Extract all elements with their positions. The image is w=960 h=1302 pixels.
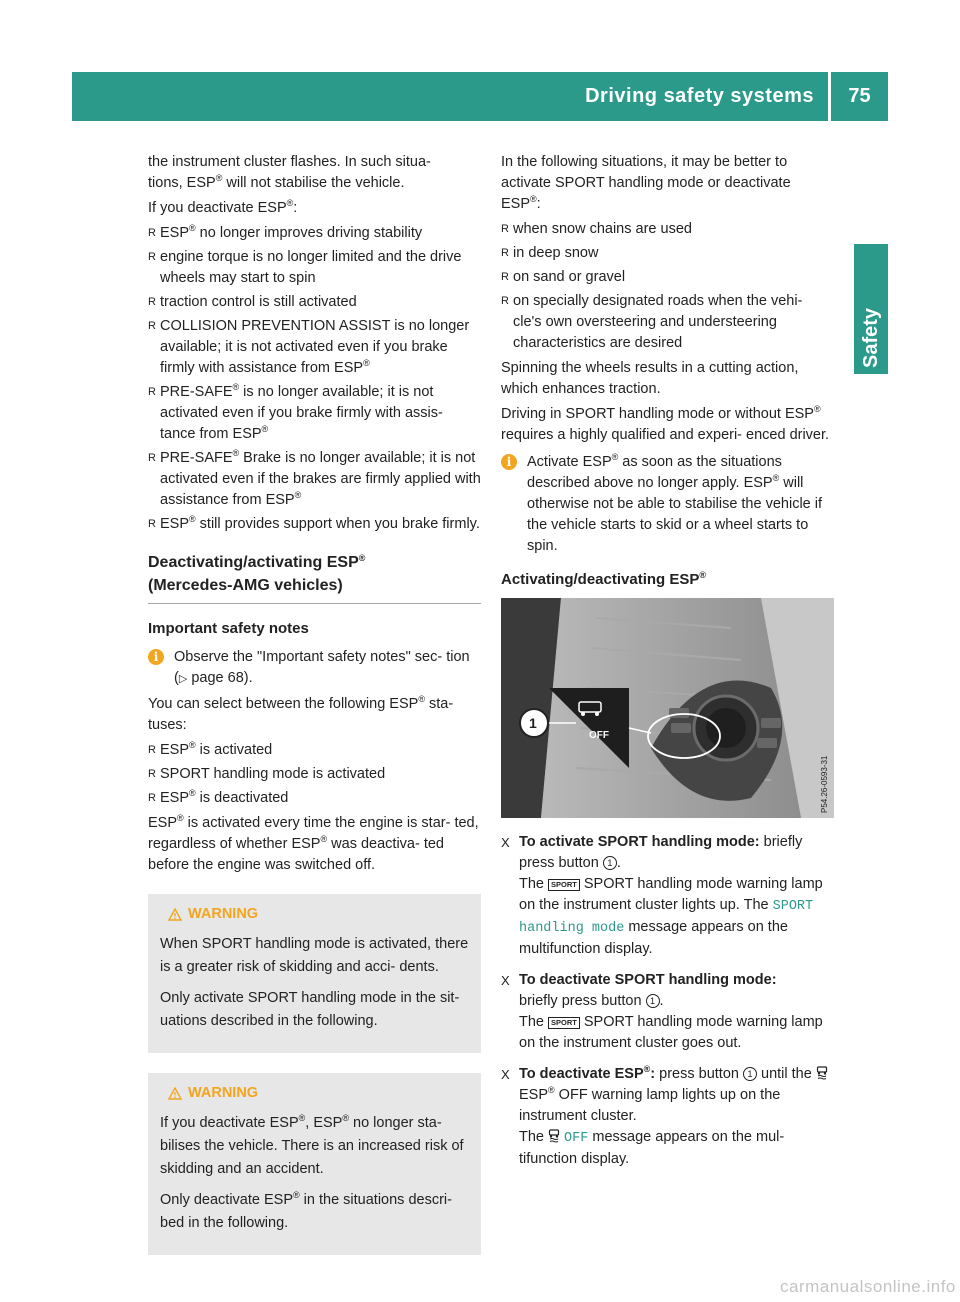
step-arrow-icon: X bbox=[501, 835, 510, 850]
paragraph: Spinning the wheels results in a cutting action, which enhances traction. bbox=[501, 360, 799, 397]
step-arrow-icon: X bbox=[501, 973, 510, 988]
list-item: R ESP® is deactivated bbox=[148, 788, 481, 809]
paragraph: In the following situations, it may be better to activate SPORT handling mode or deactivate ESP®: bbox=[501, 154, 791, 212]
display-message: OFF bbox=[564, 1131, 589, 1146]
paragraph: You can select between the following ESP® sta- tuses: bbox=[148, 694, 454, 733]
esp-off-lamp-icon bbox=[816, 1066, 828, 1080]
instruction-step: X To deactivate SPORT handling mode: briefly press button 1 . The SPORT SPORT handling mode warning lamp on the instrument cluster goes out. bbox=[501, 972, 823, 1051]
sport-lamp-icon: SPORT bbox=[548, 1017, 580, 1029]
paragraph: Driving in SPORT handling mode or without ESP® requires a highly qualified and experi- enced driver. bbox=[501, 404, 830, 443]
chapter-tab bbox=[854, 244, 888, 374]
chapter-tab-label: Safety bbox=[860, 307, 882, 368]
subsection-heading: Activating/deactivating ESP® bbox=[501, 570, 707, 588]
info-note: i Activate ESP® as soon as the situations described above no longer apply. ESP® will otherwise not be able to stabilise the vehicle if the vehicle starts to skid or a wheel starts to spin. bbox=[501, 452, 834, 557]
figure-callout-1: 1 bbox=[529, 715, 537, 731]
right-column bbox=[501, 152, 834, 1180]
info-icon: i bbox=[501, 454, 517, 470]
instruction-step: X To activate SPORT handling mode: briefly press button 1 . The SPORT SPORT handling mode warning lamp on the instrument cluster lights up. The SPORT handling mode message appears on the multifunction display. bbox=[501, 834, 823, 957]
figure-off-label: OFF bbox=[589, 730, 609, 741]
button-1-icon: 1 bbox=[743, 1067, 757, 1081]
list-item: R traction control is still activated bbox=[148, 292, 481, 313]
figure-code: P54.26-0593-31 bbox=[820, 755, 829, 813]
list-item: R COLLISION PREVENTION ASSIST is no longer available; it is not activated even if you brake firmly with assistance from ESP® bbox=[148, 316, 481, 379]
list-item: R SPORT handling mode is activated bbox=[148, 764, 481, 785]
paragraph: ESP® is activated every time the engine is star- ted, regardless of whether ESP® was deactiva- ted before the engine was switched off. bbox=[148, 813, 479, 873]
button-1-icon: 1 bbox=[646, 994, 660, 1008]
section-title: Driving safety systems bbox=[585, 85, 814, 107]
center-console-figure bbox=[501, 598, 834, 818]
paragraph: the instrument cluster flashes. In such situa- tions, ESP® will not stabilise the vehicle. bbox=[148, 154, 431, 191]
page-header bbox=[72, 72, 888, 121]
step-arrow-icon: X bbox=[501, 1067, 510, 1082]
status-list bbox=[148, 740, 481, 809]
paragraph: If you deactivate ESP®: bbox=[148, 198, 298, 216]
warning-text: Only activate SPORT handling mode in the sit- uations described in the following. bbox=[160, 990, 460, 1029]
warning-text: If you deactivate ESP®, ESP® no longer sta- bilises the vehicle. There is an increased risk of skidding and an accident. bbox=[160, 1113, 464, 1177]
esp-off-lamp-icon bbox=[548, 1129, 560, 1143]
warning-text: When SPORT handling mode is activated, there is a greater risk of skidding and acci- dents. bbox=[160, 936, 469, 975]
warning-box bbox=[148, 894, 481, 1053]
info-icon: i bbox=[148, 649, 164, 665]
section-heading-line2: (Mercedes-AMG vehicles) bbox=[148, 574, 481, 604]
display-message: SPORT handling mode bbox=[519, 899, 814, 936]
info-note: i Observe the "Important safety notes" sec- tion (▷ page 68). bbox=[148, 647, 481, 690]
instruction-step: X To deactivate ESP®: press button 1 until the ESP® OFF warning lamp lights up on the instrument cluster. The OFF message appears on the mul- tifunction display. bbox=[501, 1064, 834, 1170]
list-item: R PRE-SAFE® Brake is no longer available; it is not activated even if the brakes are firmly applied with assistance from ESP® bbox=[148, 448, 481, 511]
page-number: 75 bbox=[848, 85, 871, 107]
warning-triangle-icon bbox=[168, 908, 182, 921]
page-ref-arrow-icon: ▷ bbox=[178, 673, 188, 685]
warning-box bbox=[148, 1073, 481, 1255]
left-column bbox=[148, 152, 481, 1255]
section-heading: Deactivating/activating ESP® bbox=[148, 553, 366, 571]
warning-title: WARNING bbox=[160, 1083, 469, 1104]
bullet-list bbox=[501, 219, 834, 354]
subsection-heading: Important safety notes bbox=[148, 620, 309, 637]
list-item: R in deep snow bbox=[501, 243, 834, 264]
list-item: R ESP® still provides support when you brake firmly. bbox=[148, 514, 481, 535]
warning-triangle-icon bbox=[168, 1087, 182, 1100]
list-item: R ESP® is activated bbox=[148, 740, 481, 761]
list-item: R PRE-SAFE® is no longer available; it is not activated even if you brake firmly with assis- tance from ESP® bbox=[148, 382, 481, 445]
list-item: R when snow chains are used bbox=[501, 219, 834, 240]
bullet-list bbox=[148, 223, 481, 535]
warning-text: Only deactivate ESP® in the situations descri- bed in the following. bbox=[160, 1190, 452, 1231]
warning-title: WARNING bbox=[160, 904, 469, 925]
list-item: R ESP® no longer improves driving stability bbox=[148, 223, 481, 244]
list-item: R on sand or gravel bbox=[501, 267, 834, 288]
center-console-image bbox=[501, 598, 834, 818]
list-item: R engine torque is no longer limited and the drive wheels may start to spin bbox=[148, 247, 481, 289]
watermark: carmanualsonline.info bbox=[780, 1277, 956, 1296]
list-item: R on specially designated roads when the vehi- cle's own oversteering and understeering characteristics are desired bbox=[501, 291, 834, 354]
button-1-icon: 1 bbox=[603, 856, 617, 870]
sport-lamp-icon: SPORT bbox=[548, 879, 580, 891]
